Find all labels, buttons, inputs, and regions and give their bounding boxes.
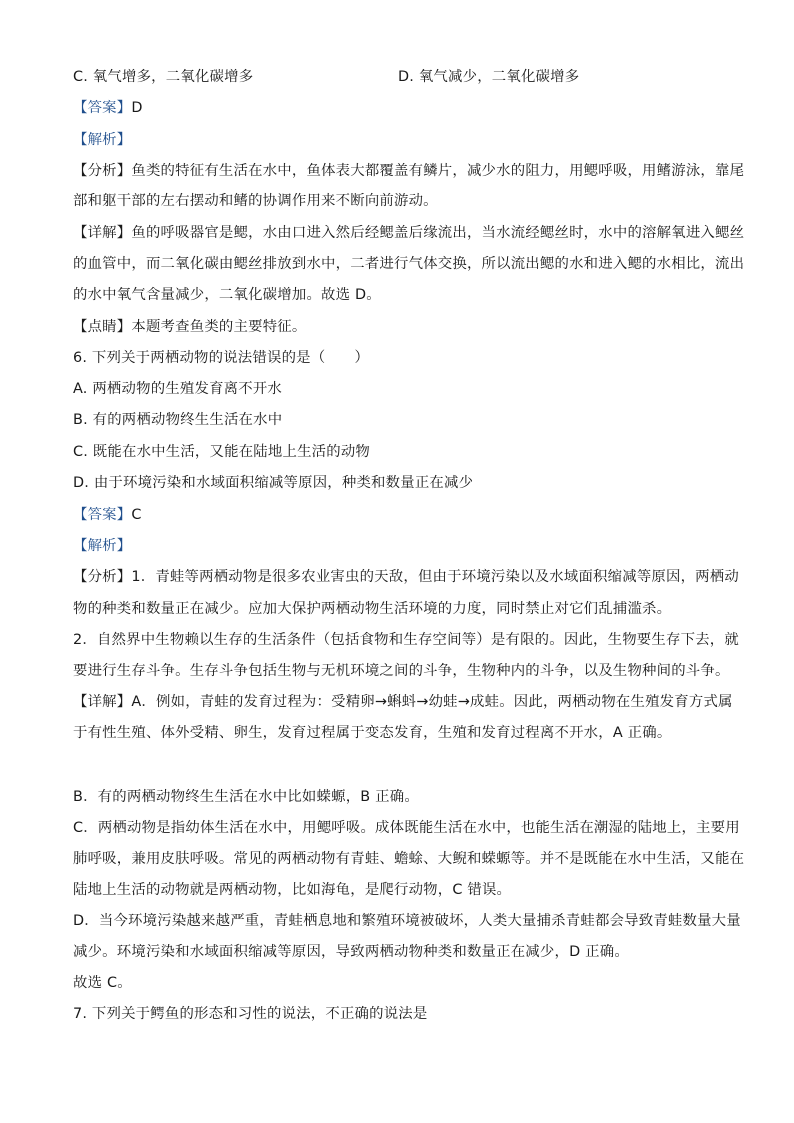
jiexi-tag: 【解析】	[73, 538, 132, 554]
jiexi-tag: 【解析】	[73, 132, 132, 148]
q5-option-c: C. 氧气增多，二氧化碳增多	[73, 69, 254, 85]
q6-fenxi-line-3: 2．自然界中生物赖以生存的生活条件（包括食物和生存空间等）是有限的。因此，生物要生存下去，就	[73, 632, 739, 648]
q6-answer	[73, 506, 733, 524]
xiangjie-tag: 【详解】	[73, 694, 132, 710]
q6-xiangjie-b: B．有的两栖动物终生生活在水中比如蝾螈，B 正确。	[73, 789, 419, 805]
q6-question: 6. 下列关于两栖动物的说法错误的是（ ）	[73, 350, 370, 366]
q6-xiangjie-d-line-1: D．当今环境污染越来越严重，青蛙栖息地和繁殖环境被破坏，人类大量捕杀青蛙都会导致青蛙数量大量	[73, 913, 741, 929]
q5-xiangjie-line-1	[73, 224, 745, 242]
q6-xiangjie-d-line-2: 减少。环境污染和水域面积缩减等原因，导致两栖动物种类和数量正在减少，D 正确。	[73, 944, 629, 960]
answer-tag: 【答案】	[73, 507, 132, 523]
q6-fenxi-line-2: 物的种类和数量正在减少。应加大保护两栖动物生活环境的力度，同时禁止对它们乱捕滥杀。	[73, 601, 672, 617]
dianjing-text: 本题考查鱼类的主要特征。	[131, 319, 307, 335]
q5-answer	[73, 99, 733, 117]
q7-question: 7. 下列关于鳄鱼的形态和习性的说法，不正确的说法是	[73, 1006, 428, 1022]
fenxi-text: 鱼类的特征有生活在水中，鱼体表大都覆盖有鳞片，减少水的阻力，用鳃呼吸，用鳍游泳，靠尾	[131, 163, 745, 179]
xiangjie-tag: 【详解】	[73, 225, 132, 241]
q6-option-c: C. 既能在水中生活，又能在陆地上生活的动物	[73, 444, 371, 460]
q5-options-cd	[73, 68, 733, 86]
q6-xiangjie-a-line-2: 于有性生殖、体外受精、卵生，发育过程属于变态发育，生殖和发育过程离不开水，A 正确。	[73, 725, 672, 741]
q5-xiangjie-line-3: 的水中氧气含量减少，二氧化碳增加。故选 D。	[73, 287, 381, 303]
q5-xiangjie-line-2: 的血管中，而二氧化碳由鳃丝排放到水中，二者进行气体交换，所以流出鳃的水和进入鳃的水相比，流出	[73, 256, 745, 272]
q6-jiexi-heading	[73, 537, 733, 555]
q6-option-b: B. 有的两栖动物终生生活在水中	[73, 412, 283, 428]
answer-tag: 【答案】	[73, 100, 132, 116]
q5-fenxi-line-2: 部和躯干部的左右摆动和鳍的协调作用来不断向前游动。	[73, 193, 438, 209]
q5-option-d: D. 氧气减少，二氧化碳增多	[398, 69, 580, 85]
q5-dianjing	[73, 318, 733, 336]
dianjing-tag: 【点睛】	[73, 319, 132, 335]
fenxi-tag: 【分析】	[73, 163, 132, 179]
answer-value: D	[131, 100, 143, 116]
q5-fenxi-line-1	[73, 162, 745, 180]
q6-option-a: A. 两栖动物的生殖发育离不开水	[73, 381, 283, 397]
xiangjie-text: 鱼的呼吸器官是鳃，水由口进入然后经鳃盖后缘流出，当水流经鳃丝时，水中的溶解氧进入鳃丝	[131, 225, 745, 241]
q6-option-d: D. 由于环境污染和水域面积缩减等原因，种类和数量正在减少	[73, 475, 474, 491]
q6-xiangjie-a-line-1	[73, 693, 733, 711]
xiangjie-text: A．例如，青蛙的发育过程为：受精卵→蝌蚪→幼蛙→成蛙。因此，两栖动物在生殖发育方式属	[131, 694, 733, 710]
fenxi-tag: 【分析】	[73, 569, 132, 585]
answer-value: C	[131, 507, 142, 523]
q6-xiangjie-c-line-3: 陆地上生活的动物就是两栖动物，比如海龟，是爬行动物，C 错误。	[73, 882, 512, 898]
q6-conclusion: 故选 C。	[73, 975, 132, 991]
q6-xiangjie-c-line-1: C．两栖动物是指幼体生活在水中，用鳃呼吸。成体既能生活在水中，也能生活在潮湿的陆地上，主要用	[73, 820, 740, 836]
q6-fenxi-line-4: 要进行生存斗争。生存斗争包括生物与无机环境之间的斗争，生物种内的斗争，以及生物种间的斗争。	[73, 663, 730, 679]
q6-fenxi-line-1	[73, 568, 739, 586]
fenxi-text: 1．青蛙等两栖动物是很多农业害虫的天敌，但由于环境污染以及水域面积缩减等原因，两栖动	[131, 569, 739, 585]
q5-jiexi-heading	[73, 131, 733, 149]
q6-xiangjie-c-line-2: 肺呼吸，兼用皮肤呼吸。常见的两栖动物有青蛙、蟾蜍、大鲵和蝾螈等。并不是既能在水中生活，又能在	[73, 851, 745, 867]
